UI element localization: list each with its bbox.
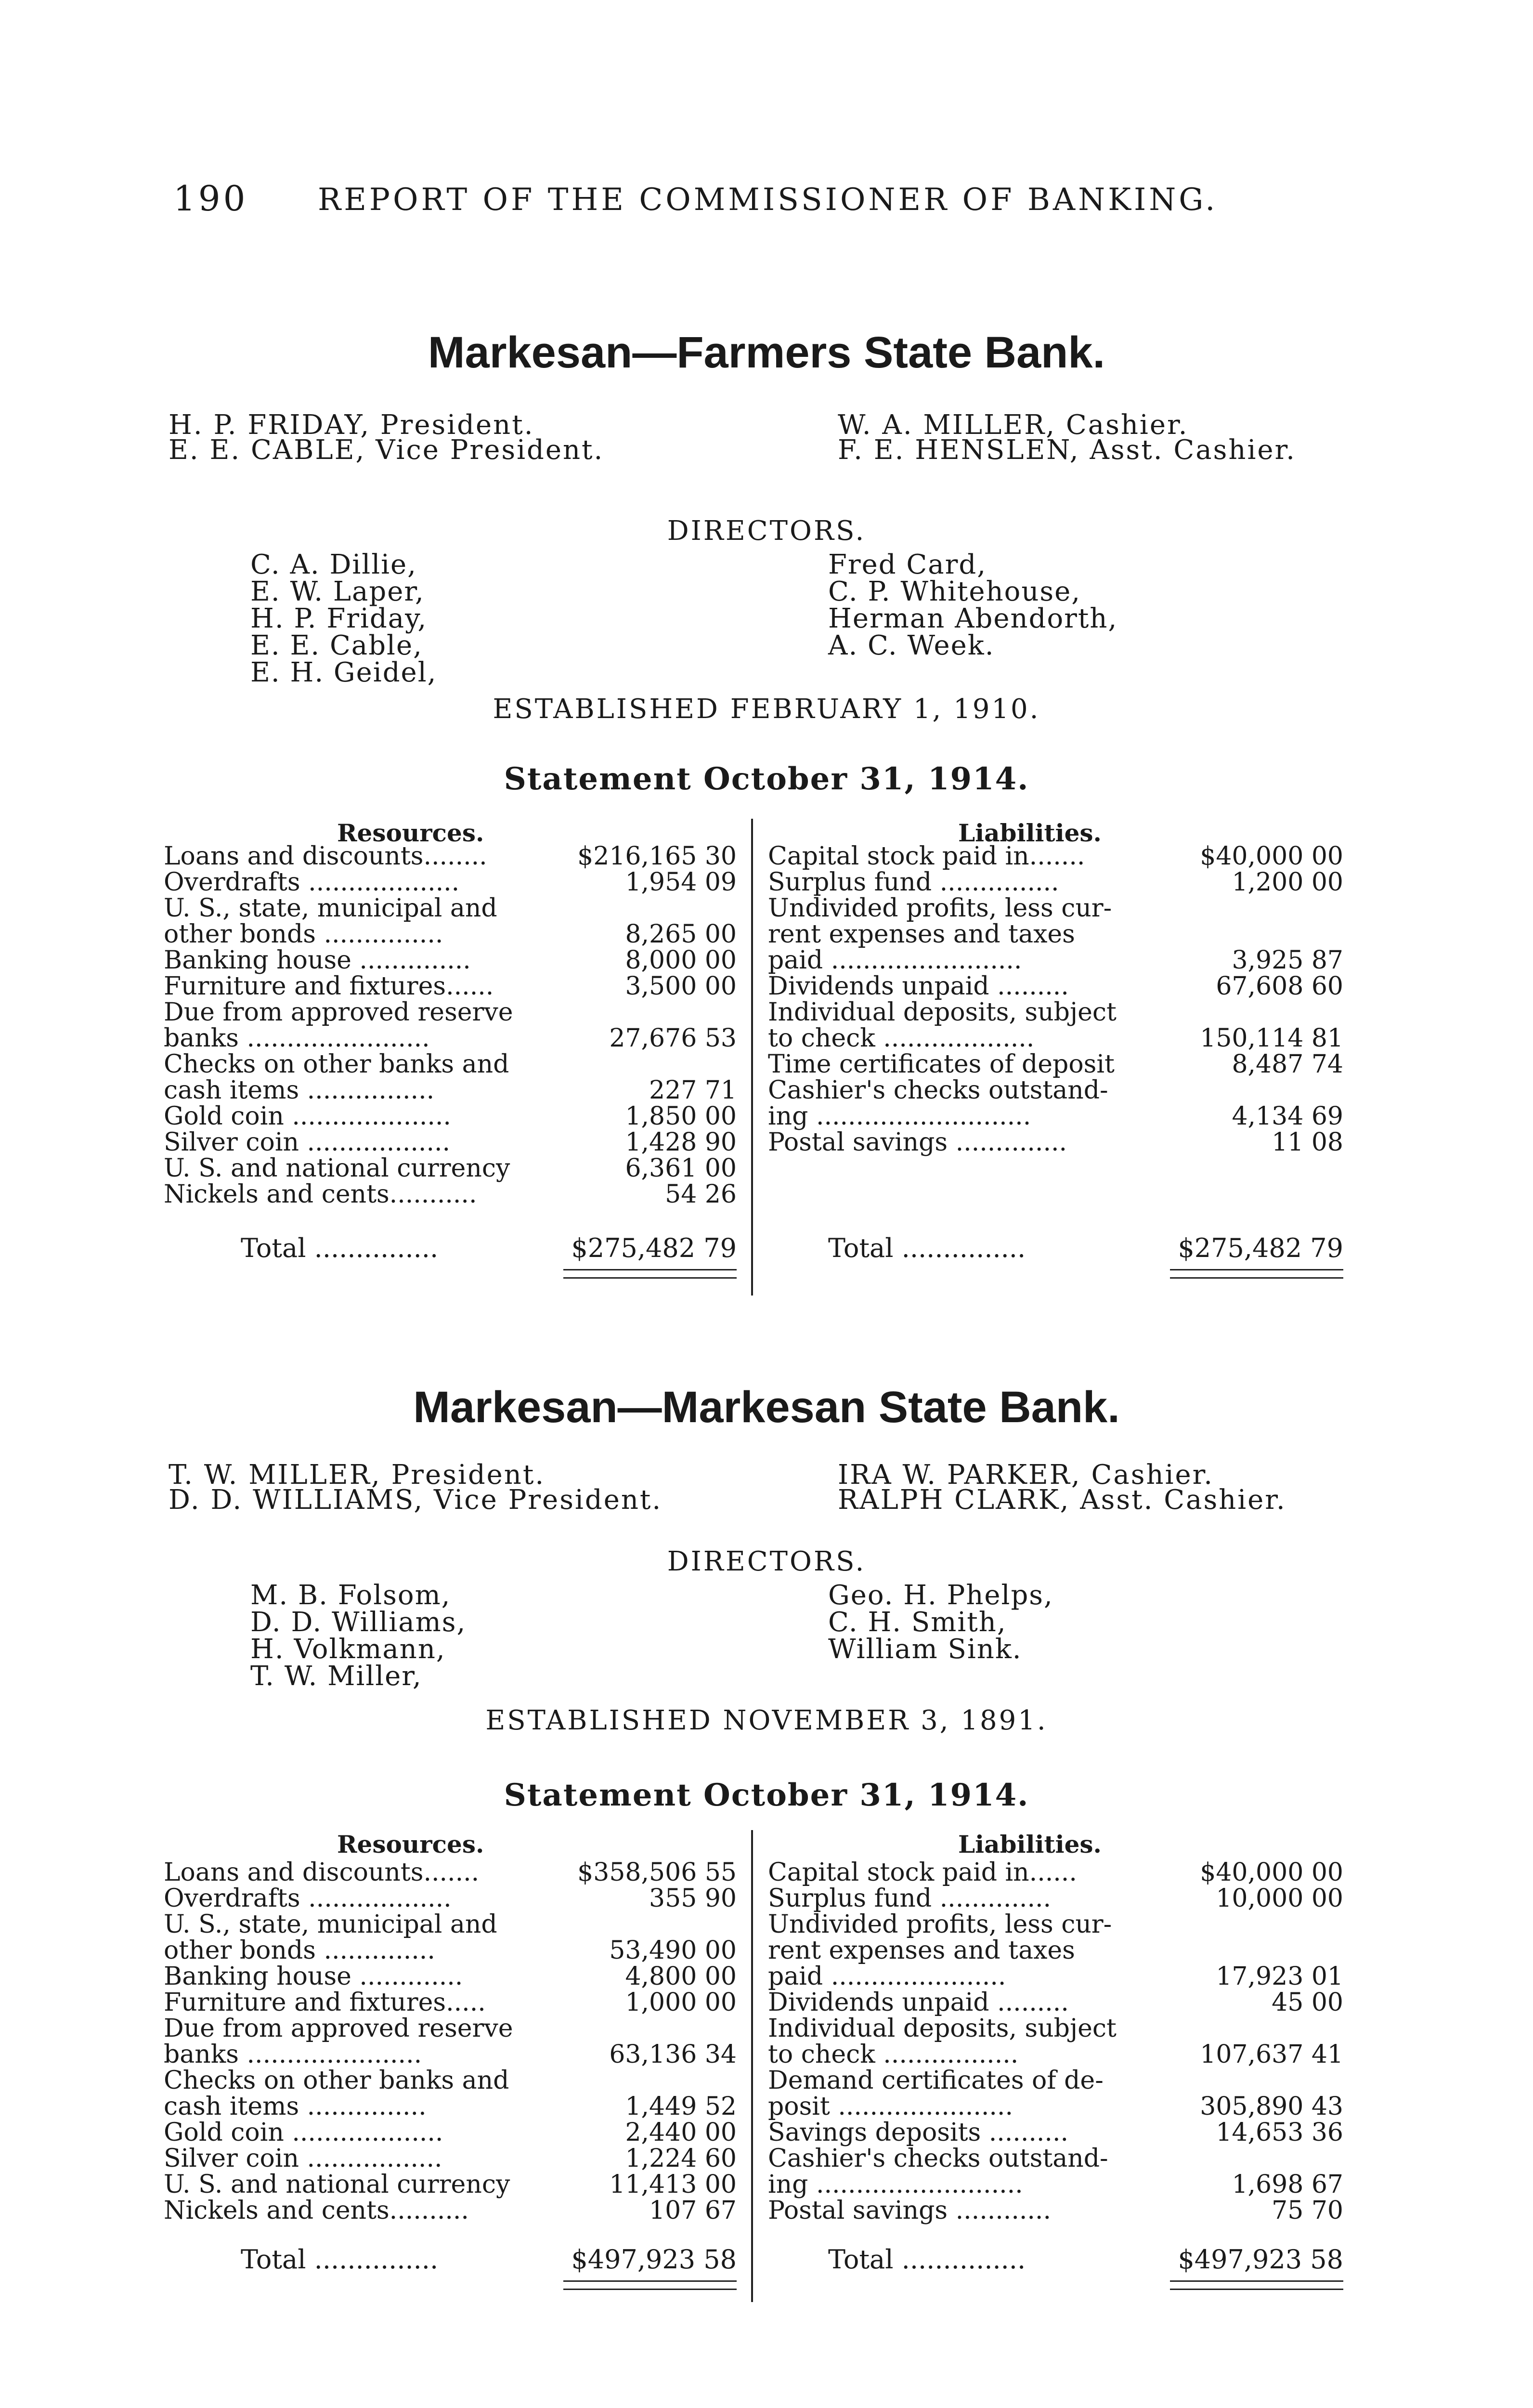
liability-label: Surplus fund .............. (768, 1884, 1052, 1913)
resource-row (164, 1963, 737, 1990)
liability-label: Dividends unpaid ......... (768, 1988, 1069, 2017)
resource-label: Banking house ............. (164, 1962, 463, 1991)
liability-label: posit ...................... (768, 2092, 1013, 2121)
liability-label: Surplus fund ............... (768, 868, 1059, 897)
officer-right: W. A. MILLER, Cashier. (838, 409, 1189, 441)
resource-row (164, 2067, 737, 2094)
liability-amount: 305,890 43 (1200, 2092, 1343, 2121)
officer-left: E. E. CABLE, Vice President. (169, 434, 604, 466)
resource-label: Banking house .............. (164, 946, 471, 975)
resource-label: U. S., state, municipal and (164, 894, 497, 923)
resource-row (164, 1025, 737, 1052)
resource-amount: 27,676 53 (609, 1024, 737, 1053)
resource-label: Gold coin .................... (164, 1102, 451, 1131)
director-left: E. W. Laper, (250, 576, 425, 607)
resource-row (164, 895, 737, 922)
liabilities-total-amount: $275,482 79 (1178, 1233, 1343, 1263)
liability-label: Undivided profits, less cur- (768, 1910, 1112, 1939)
statement-title: Statement October 31, 1914. (504, 761, 1029, 797)
resource-amount: 107 67 (649, 2196, 737, 2225)
resource-row (164, 999, 737, 1026)
officer-left: T. W. MILLER, President. (169, 1459, 546, 1491)
liability-label: Cashier's checks outstand- (768, 2144, 1108, 2173)
director-left: H. P. Friday, (250, 603, 428, 634)
liability-amount: 67,608 60 (1216, 972, 1343, 1001)
resource-label: Furniture and fixtures..... (164, 1988, 486, 2017)
resource-amount: 1,224 60 (625, 2144, 737, 2173)
liability-row (768, 973, 1343, 1000)
liability-row (768, 2041, 1343, 2068)
officer-left: D. D. WILLIAMS, Vice President. (169, 1484, 663, 1516)
resource-label: Nickels and cents.......... (164, 2196, 469, 2225)
liability-row (768, 2067, 1343, 2094)
liability-label: to check ................. (768, 2040, 1019, 2069)
liability-label: paid ........................ (768, 946, 1022, 975)
resource-label: Checks on other banks and (164, 2066, 509, 2095)
resource-row (164, 2197, 737, 2224)
resources-total-rule (563, 1269, 737, 1279)
liability-amount: 1,698 67 (1232, 2170, 1343, 2199)
liability-row (768, 1937, 1343, 1964)
resource-row (164, 1989, 737, 2016)
liability-amount: 1,200 00 (1232, 868, 1343, 897)
liability-label: Time certificates of deposit (768, 1050, 1115, 1079)
resources-heading: Resources. (337, 1830, 484, 1858)
resource-label: Gold coin ................... (164, 2118, 443, 2147)
liability-amount: 107,637 41 (1200, 2040, 1343, 2069)
resource-amount: 8,000 00 (625, 946, 737, 975)
resource-label: Overdrafts .................. (164, 1884, 452, 1913)
liability-row (768, 1051, 1343, 1078)
resource-label: Overdrafts ................... (164, 868, 460, 897)
liability-row (768, 2145, 1343, 2172)
liability-label: rent expenses and taxes (768, 1936, 1075, 1965)
resource-row (164, 1181, 737, 1208)
resource-row (164, 1155, 737, 1182)
statement-title: Statement October 31, 1914. (504, 1777, 1029, 1813)
liability-row (768, 843, 1343, 870)
page-header (173, 178, 1329, 231)
liability-amount: 11 08 (1272, 1128, 1343, 1157)
liability-label: Capital stock paid in...... (768, 1858, 1077, 1887)
resource-amount: $216,165 30 (577, 842, 737, 871)
directors-heading: DIRECTORS. (667, 515, 866, 547)
resource-row (164, 973, 737, 1000)
director-left: C. A. Dillie, (250, 549, 417, 580)
resource-label: other bonds ............... (164, 920, 443, 949)
resource-label: banks ....................... (164, 1024, 430, 1053)
officer-right: IRA W. PARKER, Cashier. (838, 1459, 1214, 1491)
bank-title: Markesan—Markesan State Bank. (413, 1383, 1120, 1432)
liability-amount: 4,134 69 (1232, 1102, 1343, 1131)
resource-row (164, 1129, 737, 1156)
director-left: H. Volkmann, (250, 1634, 446, 1665)
column-divider (751, 1830, 753, 2302)
liability-label: Postal savings .............. (768, 1128, 1067, 1157)
liability-row (768, 869, 1343, 896)
resource-amount: 355 90 (649, 1884, 737, 1913)
liability-label: to check ................... (768, 1024, 1035, 1053)
resource-row (164, 843, 737, 870)
liability-row (768, 921, 1343, 948)
liability-label: Individual deposits, subject (768, 998, 1117, 1027)
liability-amount: 8,487 74 (1232, 1050, 1343, 1079)
liability-row (768, 2015, 1343, 2042)
resource-label: Checks on other banks and (164, 1050, 509, 1079)
resource-label: Loans and discounts........ (164, 842, 487, 871)
resource-row (164, 1911, 737, 1938)
liability-amount: 10,000 00 (1216, 1884, 1343, 1913)
resources-total-amount: $275,482 79 (571, 1233, 737, 1263)
director-left: E. H. Geidel, (250, 657, 437, 688)
resource-amount: 1,449 52 (625, 2092, 737, 2121)
directors-heading: DIRECTORS. (667, 1546, 866, 1577)
liability-label: ing ........................... (768, 1102, 1031, 1131)
resources-total-rule (563, 2280, 737, 2290)
resource-row (164, 1077, 737, 1104)
liability-row (768, 1885, 1343, 1912)
liabilities-total-label: Total ............... (828, 1233, 1026, 1263)
resource-label: other bonds .............. (164, 1936, 435, 1965)
liabilities-total-rule (1170, 1269, 1343, 1279)
liability-amount: $40,000 00 (1200, 842, 1343, 871)
director-left: M. B. Folsom, (250, 1580, 451, 1611)
resource-label: Nickels and cents........... (164, 1180, 477, 1209)
liability-label: Cashier's checks outstand- (768, 1076, 1108, 1105)
liabilities-total-label: Total ............... (828, 2244, 1026, 2275)
resource-amount: 54 26 (665, 1180, 737, 1209)
liabilities-heading: Liabilities. (958, 819, 1102, 847)
resource-row (164, 2171, 737, 2198)
resource-label: Silver coin ................. (164, 2144, 442, 2173)
liability-label: Undivided profits, less cur- (768, 894, 1112, 923)
resource-row (164, 2119, 737, 2146)
established-date: ESTABLISHED FEBRUARY 1, 1910. (493, 694, 1040, 725)
liability-label: paid ...................... (768, 1962, 1006, 1991)
resource-amount: 63,136 34 (609, 2040, 737, 2069)
officer-left: H. P. FRIDAY, President. (169, 409, 534, 441)
liability-amount: 75 70 (1272, 2196, 1343, 2225)
resource-amount: 1,000 00 (625, 1988, 737, 2017)
resource-row (164, 2015, 737, 2042)
resource-row (164, 947, 737, 974)
liability-row (768, 1911, 1343, 1938)
resource-label: Loans and discounts....... (164, 1858, 480, 1887)
resource-label: U. S. and national currency (164, 1154, 510, 1183)
resource-amount: 53,490 00 (609, 1936, 737, 1965)
resource-row (164, 2093, 737, 2120)
column-divider (751, 819, 753, 1296)
resource-amount: 1,428 90 (625, 1128, 737, 1157)
resource-amount: 1,954 09 (625, 868, 737, 897)
liability-label: Demand certificates of de- (768, 2066, 1104, 2095)
resource-row (164, 2041, 737, 2068)
officer-right: F. E. HENSLEN, Asst. Cashier. (838, 434, 1296, 466)
resource-label: Silver coin .................. (164, 1128, 451, 1157)
resource-amount: 11,413 00 (609, 2170, 737, 2199)
resources-total-label: Total ............... (241, 1233, 439, 1263)
page-number: 190 (173, 178, 248, 219)
director-right: Fred Card, (828, 549, 987, 580)
resources-total-amount: $497,923 58 (571, 2244, 737, 2275)
liability-row (768, 2119, 1343, 2146)
liability-label: Postal savings ............ (768, 2196, 1051, 2225)
liability-label: Dividends unpaid ......... (768, 972, 1069, 1001)
resources-total-label: Total ............... (241, 2244, 439, 2275)
resource-amount: 6,361 00 (625, 1154, 737, 1183)
liability-label: Savings deposits .......... (768, 2118, 1068, 2147)
resource-row (164, 1103, 737, 1130)
resource-amount: 8,265 00 (625, 920, 737, 949)
liability-row (768, 1025, 1343, 1052)
resource-amount: 3,500 00 (625, 972, 737, 1001)
director-right: Geo. H. Phelps, (828, 1580, 1053, 1611)
director-left: D. D. Williams, (250, 1607, 467, 1638)
resource-row (164, 2145, 737, 2172)
director-right: C. P. Whitehouse, (828, 576, 1081, 607)
resource-amount: 227 71 (649, 1076, 737, 1105)
resource-label: U. S., state, municipal and (164, 1910, 497, 1939)
resource-amount: 2,440 00 (625, 2118, 737, 2147)
officer-right: RALPH CLARK, Asst. Cashier. (838, 1484, 1286, 1516)
director-left: E. E. Cable, (250, 630, 423, 661)
liability-label: rent expenses and taxes (768, 920, 1075, 949)
liability-row (768, 895, 1343, 922)
liabilities-total-rule (1170, 2280, 1343, 2290)
resource-amount: $358,506 55 (577, 1858, 737, 1887)
liability-amount: 14,653 36 (1216, 2118, 1343, 2147)
liability-label: Individual deposits, subject (768, 2014, 1117, 2043)
liability-row (768, 1077, 1343, 1104)
liability-amount: $40,000 00 (1200, 1858, 1343, 1887)
liability-row (768, 1963, 1343, 1990)
liability-row (768, 2093, 1343, 2120)
resource-row (164, 1885, 737, 1912)
resource-label: cash items ................ (164, 1076, 435, 1105)
liability-amount: 17,923 01 (1216, 1962, 1343, 1991)
director-right: Herman Abendorth, (828, 603, 1118, 634)
resource-label: cash items ............... (164, 2092, 427, 2121)
liability-row (768, 947, 1343, 974)
liability-amount: 150,114 81 (1200, 1024, 1343, 1053)
established-date: ESTABLISHED NOVEMBER 3, 1891. (485, 1705, 1048, 1736)
director-left: T. W. Miller, (250, 1661, 422, 1692)
resource-row (164, 921, 737, 948)
liability-row (768, 2197, 1343, 2224)
resource-row (164, 1051, 737, 1078)
liability-label: Capital stock paid in....... (768, 842, 1085, 871)
liability-amount: 45 00 (1272, 1988, 1343, 2017)
liability-amount: 3,925 87 (1232, 946, 1343, 975)
bank-title: Markesan—Farmers State Bank. (428, 328, 1105, 377)
director-right: William Sink. (828, 1634, 1022, 1665)
liability-row (768, 999, 1343, 1026)
resource-row (164, 1937, 737, 1964)
resources-heading: Resources. (337, 819, 484, 847)
resource-label: Furniture and fixtures...... (164, 972, 494, 1001)
resource-amount: 4,800 00 (625, 1962, 737, 1991)
liability-row (768, 1129, 1343, 1156)
running-title: REPORT OF THE COMMISSIONER OF BANKING. (318, 182, 1218, 218)
resource-label: banks ...................... (164, 2040, 422, 2069)
director-right: A. C. Week. (828, 630, 995, 661)
liability-label: ing .......................... (768, 2170, 1023, 2199)
resource-row (164, 1859, 737, 1886)
resource-label: Due from approved reserve (164, 998, 513, 1027)
liability-row (768, 1989, 1343, 2016)
resource-row (164, 869, 737, 896)
director-right: C. H. Smith, (828, 1607, 1007, 1638)
resource-label: Due from approved reserve (164, 2014, 513, 2043)
liabilities-total-amount: $497,923 58 (1178, 2244, 1343, 2275)
resource-label: U. S. and national currency (164, 2170, 510, 2199)
liability-row (768, 1859, 1343, 1886)
liability-row (768, 2171, 1343, 2198)
resource-amount: 1,850 00 (625, 1102, 737, 1131)
liability-row (768, 1103, 1343, 1130)
liabilities-heading: Liabilities. (958, 1830, 1102, 1858)
